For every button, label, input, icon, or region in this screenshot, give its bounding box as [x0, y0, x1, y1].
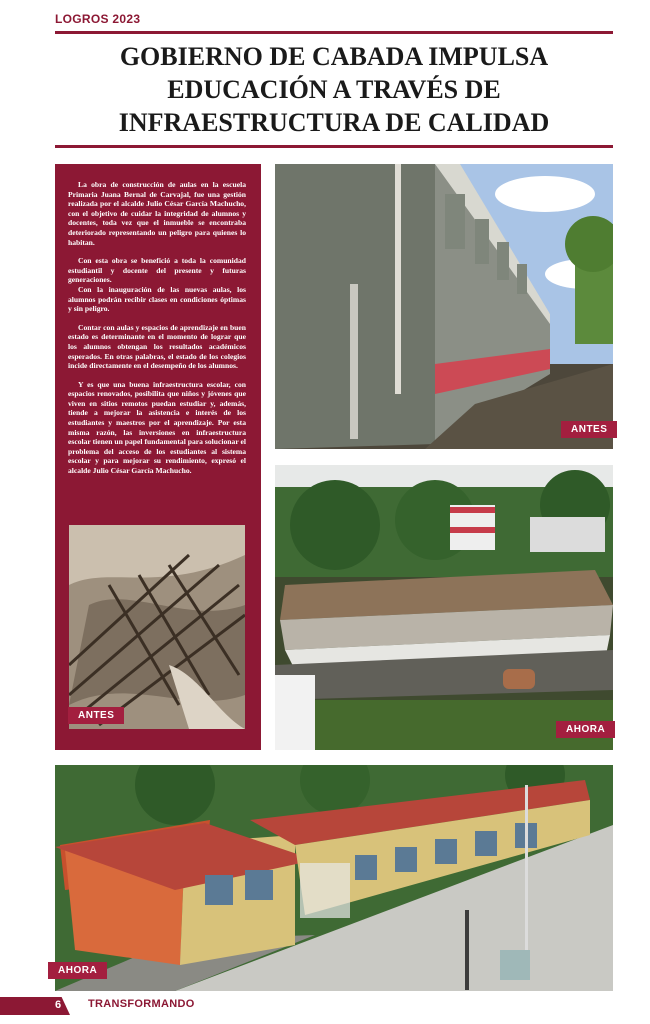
headline: GOBIERNO DE CABADA IMPULSA EDUCACIÓN A TRAVÉS DE INFRAESTRUCTURA DE CALIDAD — [118, 42, 550, 137]
article-body — [68, 180, 246, 485]
headline-rule — [55, 145, 613, 148]
old-building-photo — [275, 164, 613, 449]
top-rule — [55, 31, 613, 34]
section-label: LOGROS 2023 — [55, 12, 141, 26]
aerial-construction-photo — [275, 465, 613, 750]
old-building-before-tag: ANTES — [561, 421, 617, 438]
new-building-after-tag: AHORA — [48, 962, 107, 979]
rebar-before-tag: ANTES — [68, 707, 124, 724]
paragraph: Y es que una buena infraestructura escolar, con espacios renovados, posibilita que niños y jóvenes que viven en sitios remotos puedan estudiar y, además, tiende a mejorar la asistencia e interés de los estudiantes y maestros por el aprendizaje. Por esta misma razón, las inversiones en infraestructura escolar tienen un papel fundamental para solucionar el problema del acceso de los estudiantes al sistema escolar y para mejorar su rendimiento, expresó el alcalde Julio César García Machucho. — [68, 379, 246, 476]
paragraph: Con la inauguración de las nuevas aulas, los alumnos podrán recibir clases en condiciones óptimas y sin peligro. — [68, 284, 246, 314]
paragraph: La obra de construcción de aulas en la escuela Primaria Juana Bernal de Carvajal, fue una gestión realizada por el alcalde Julio César García Machucho, con el objetivo de cuidar la integridad de alumnos y docentes, toda vez que el inmueble se encontraba deteriorado representando un peligro para quienes lo habitan. — [68, 180, 246, 247]
page-number: 6 — [55, 999, 62, 1011]
rebar-damage-photo — [69, 525, 245, 729]
paragraph: Con esta obra se benefició a toda la comunidad estudiantil y docente del presente y futuras generaciones. — [68, 256, 246, 285]
aerial-after-tag: AHORA — [556, 721, 615, 738]
new-building-photo — [55, 765, 613, 991]
brand-logo: TRANSFORMANDO — [88, 998, 195, 1010]
paragraph: Contar con aulas y espacios de aprendizaje en buen estado es determinante en el momento de lograr que los alumnos obtengan los resultados académicos esperados. En otras palabras, el estado de los colegios incide directamente en el desempeño de los alumnos. — [68, 322, 246, 371]
